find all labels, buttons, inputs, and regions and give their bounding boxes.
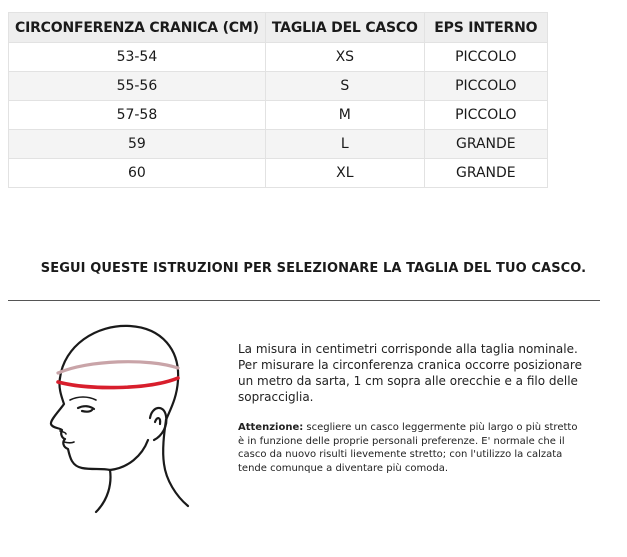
table-header-row [9, 13, 548, 43]
head-measurement-illustration [38, 318, 198, 533]
cell-circumference: 59 [9, 130, 266, 159]
table-row [9, 72, 548, 101]
cell-circumference: 57-58 [9, 101, 266, 130]
table-row [9, 43, 548, 72]
cell-eps: GRANDE [424, 130, 547, 159]
cell-size: M [265, 101, 424, 130]
cell-eps: GRANDE [424, 159, 547, 188]
attention-text: scegliere un casco leggermente più largo o più stretto è in funzione delle proprie personali preferenze. E' normale che il casco da nuovo risulti lievemente stretto; con l'utilizzo la calzata tende comunque a diventare più comoda. [238, 422, 578, 474]
size-chart-table [8, 12, 548, 188]
table-row [9, 101, 548, 130]
cell-circumference: 60 [9, 159, 266, 188]
cell-circumference: 53-54 [9, 43, 266, 72]
cell-size: L [265, 130, 424, 159]
header-helmet-size: TAGLIA DEL CASCO [265, 13, 424, 43]
instructions-heading: SEGUI QUESTE ISTRUZIONI PER SELEZIONARE LA TAGLIA DEL TUO CASCO. [40, 261, 587, 276]
table-row [9, 159, 548, 188]
measurement-instructions: La misura in centimetri corrisponde alla taglia nominale. Per misurare la circonferenza cranica occorre posizionare un metro da sarta, 1 cm sopra alle orecchie e a filo delle sopracciglia. [238, 342, 582, 404]
header-head-circumference: CIRCONFERENZA CRANICA (CM) [9, 13, 266, 43]
cell-size: S [265, 72, 424, 101]
cell-size: XS [265, 43, 424, 72]
attention-note [238, 421, 583, 475]
table-row [9, 130, 548, 159]
header-inner-eps: EPS INTERNO [424, 13, 547, 43]
cell-circumference: 55-56 [9, 72, 266, 101]
cell-eps: PICCOLO [424, 72, 547, 101]
divider [8, 300, 600, 301]
cell-eps: PICCOLO [424, 101, 547, 130]
attention-label: Attenzione: [238, 422, 304, 433]
cell-size: XL [265, 159, 424, 188]
cell-eps: PICCOLO [424, 43, 547, 72]
